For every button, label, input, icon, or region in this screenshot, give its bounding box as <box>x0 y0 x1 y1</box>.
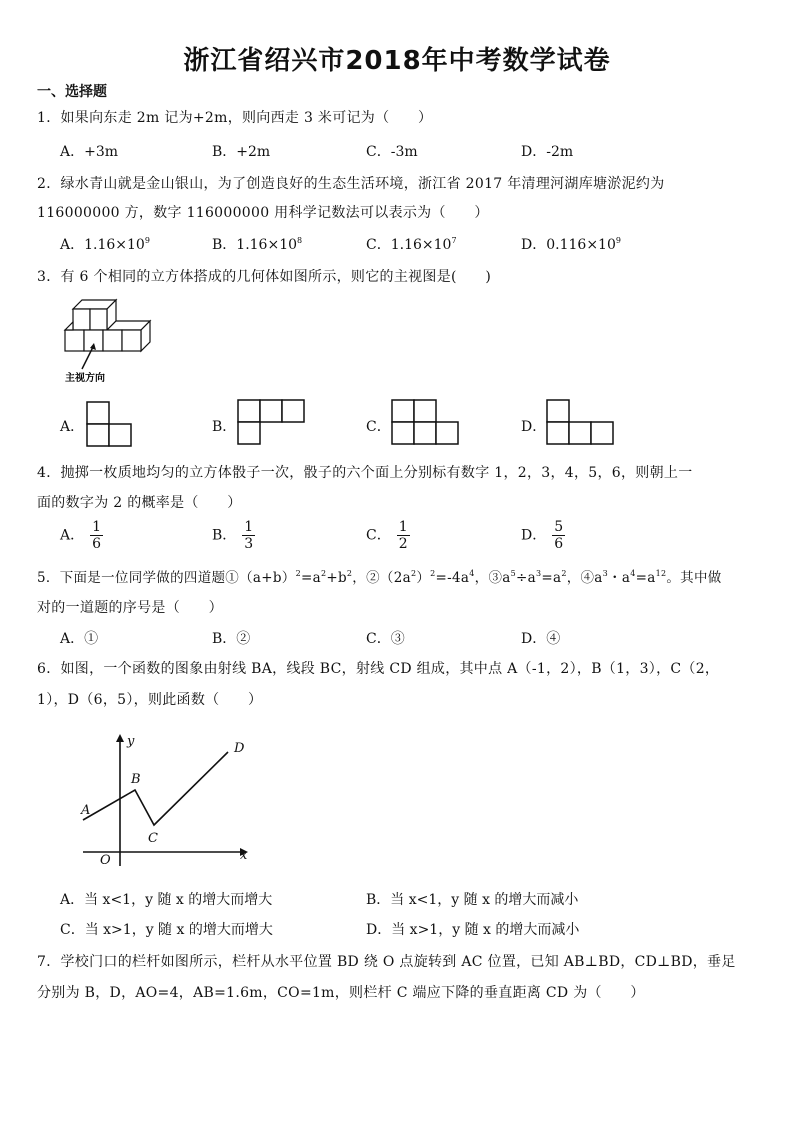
question-4-line-1: 4．抛掷一枚质地均匀的立方体骰子一次，骰子的六个面上分别标有数字 1，2，3，4，5，6，则朝上一 <box>37 465 693 481</box>
q5-sup: 4 <box>469 569 475 578</box>
q5-sup: 2 <box>295 569 301 578</box>
q5-option-b[interactable]: B．② <box>212 631 251 647</box>
q5-part: ÷a <box>515 570 536 586</box>
q2-option-a[interactable] <box>60 234 150 254</box>
q5-sup: 4 <box>630 569 636 578</box>
q3-option-d-figure[interactable] <box>545 398 617 446</box>
q5-part: 。其中做 <box>666 570 722 586</box>
option-label: D． <box>521 527 547 544</box>
option-exponent: 9 <box>144 236 150 245</box>
q5-sup: 12 <box>655 569 667 578</box>
option-exponent: 9 <box>615 236 621 245</box>
q2-option-b[interactable] <box>212 234 302 254</box>
q5-sup: 2 <box>320 569 327 578</box>
option-label: B． <box>212 527 237 544</box>
q5-part: ，④a <box>566 570 603 586</box>
option-base: 1.16×10 <box>84 237 145 253</box>
fraction <box>552 519 565 552</box>
question-7-line-1: 7．学校门口的栏杆如图所示，栏杆从水平位置 BD 绕 O 点旋转到 AC 位置，已知 AB⊥BD，CD⊥BD，垂足 <box>37 954 736 970</box>
q3-option-c-label[interactable]: C． <box>366 419 391 435</box>
question-6-line-2: 1），D（6，5），则此函数（ ） <box>37 692 263 708</box>
option-label: B． <box>212 237 237 253</box>
q3-option-a-figure[interactable] <box>85 400 135 446</box>
q2-option-d[interactable] <box>521 234 621 254</box>
view-direction-label: 主视方向 <box>65 373 105 384</box>
numerator: 5 <box>554 519 564 535</box>
question-2-line-2: 116000000 方，数字 116000000 用科学记数法可以表示为（ ） <box>37 205 489 221</box>
q4-option-b[interactable] <box>212 519 255 552</box>
origin-label: O <box>100 853 111 868</box>
q1-option-a[interactable]: A．+3m <box>60 144 119 160</box>
q5-part: =-4a <box>435 570 470 586</box>
point-d-label: D <box>234 741 245 756</box>
q5-option-c[interactable]: C．③ <box>366 631 405 647</box>
option-base: 1.16×10 <box>236 237 298 253</box>
q5-part: =a <box>300 570 321 586</box>
option-exponent: 8 <box>297 236 303 245</box>
q5-part: =a <box>635 570 656 586</box>
q5-sup: 5 <box>510 569 516 578</box>
q3-option-d-label[interactable]: D． <box>521 419 547 435</box>
x-axis-label: x <box>240 848 248 863</box>
option-label: D． <box>521 237 547 253</box>
question-6-line-1: 6．如图，一个函数的图象由射线 BA，线段 BC，射线 CD 组成，其中点 A（-1，2），B（1，3），C（2， <box>37 661 720 677</box>
exam-title: 浙江省绍兴市2018年中考数学试卷 <box>183 46 611 76</box>
q5-part: 5．下面是一位同学做的四道题①（a+b） <box>37 570 296 586</box>
q5-part: ，②（2a <box>352 570 411 586</box>
fraction <box>242 519 255 552</box>
numerator: 1 <box>244 519 254 535</box>
numerator: 1 <box>398 519 408 535</box>
q3-option-b-figure[interactable] <box>236 398 308 446</box>
q5-part: +b <box>326 570 347 586</box>
option-base: 1.16×10 <box>390 237 452 253</box>
q5-sup: 2 <box>410 569 417 578</box>
q1-option-d[interactable]: D．-2m <box>521 144 574 160</box>
fraction <box>397 519 410 552</box>
q5-sup: 2 <box>346 569 353 578</box>
question-7-line-2: 分别为 B，D，AO=4，AB=1.6m，CO=1m，则栏杆 C 端应下降的垂直距离 CD 为（ ） <box>37 985 645 1001</box>
option-label: A． <box>60 527 85 544</box>
q3-option-b-label[interactable]: B． <box>212 419 237 435</box>
q5-sup: 2 <box>430 569 436 578</box>
q3-option-a-label[interactable]: A． <box>60 419 85 435</box>
question-2-line-1: 2．绿水青山就是金山银山，为了创造良好的生态生活环境，浙江省 2017 年清理河湖库塘淤泥约为 <box>37 176 665 192</box>
q6-option-b[interactable]: B．当 x<1，y 随 x 的增大而减小 <box>366 892 579 908</box>
q4-option-c[interactable] <box>366 519 410 552</box>
fraction <box>90 519 103 552</box>
q3-option-c-figure[interactable] <box>390 398 462 446</box>
q6-option-a[interactable]: A．当 x<1，y 随 x 的增大而增大 <box>60 892 273 908</box>
q5-option-d[interactable]: D．④ <box>521 631 561 647</box>
q1-option-c[interactable]: C．-3m <box>366 144 418 160</box>
q5-part: ，③a <box>474 570 511 586</box>
q6-option-c[interactable]: C．当 x>1，y 随 x 的增大而增大 <box>60 922 273 938</box>
option-label: A． <box>60 237 85 253</box>
denominator: 2 <box>398 536 408 552</box>
graph-polyline <box>83 752 228 825</box>
option-exponent: 7 <box>451 236 457 245</box>
point-b-label: B <box>131 772 141 787</box>
numerator: 1 <box>92 519 102 535</box>
question-4-line-2: 面的数字为 2 的概率是（ ） <box>37 495 242 511</box>
denominator: 6 <box>554 536 564 552</box>
q4-option-a[interactable] <box>60 519 103 552</box>
q5-sup: 3 <box>602 569 609 578</box>
y-axis-arrow <box>116 734 124 742</box>
denominator: 3 <box>244 536 254 552</box>
q5-option-a[interactable]: A．① <box>60 631 99 647</box>
question-1-text: 1．如果向东走 2m 记为+2m，则向西走 3 米可记为（ ） <box>37 110 433 126</box>
q2-option-c[interactable] <box>366 234 457 254</box>
function-graph <box>78 728 258 870</box>
question-5-line-1 <box>37 566 722 586</box>
point-c-label: C <box>148 831 158 846</box>
option-label: C． <box>366 237 391 253</box>
point-a-label: A <box>81 803 91 818</box>
question-5-line-2: 对的一道题的序号是（ ） <box>37 600 223 616</box>
q1-option-b[interactable]: B．+2m <box>212 144 271 160</box>
q4-option-d[interactable] <box>521 519 565 552</box>
q5-part: =a <box>541 570 562 586</box>
q5-part: ・a <box>608 570 631 586</box>
cube-solid-figure <box>60 297 170 387</box>
q6-option-d[interactable]: D．当 x>1，y 随 x 的增大而减小 <box>366 922 580 938</box>
q5-sup: 2 <box>561 569 567 578</box>
q5-sup: 3 <box>535 569 542 578</box>
denominator: 6 <box>92 536 102 552</box>
option-label: C． <box>366 527 391 544</box>
question-3-text: 3．有 6 个相同的立方体搭成的几何体如图所示，则它的主视图是( ) <box>37 269 492 285</box>
section-heading: 一、选择题 <box>37 84 107 100</box>
q5-part: ） <box>416 570 431 586</box>
y-axis-label: y <box>127 734 135 749</box>
option-base: 0.116×10 <box>546 237 616 253</box>
